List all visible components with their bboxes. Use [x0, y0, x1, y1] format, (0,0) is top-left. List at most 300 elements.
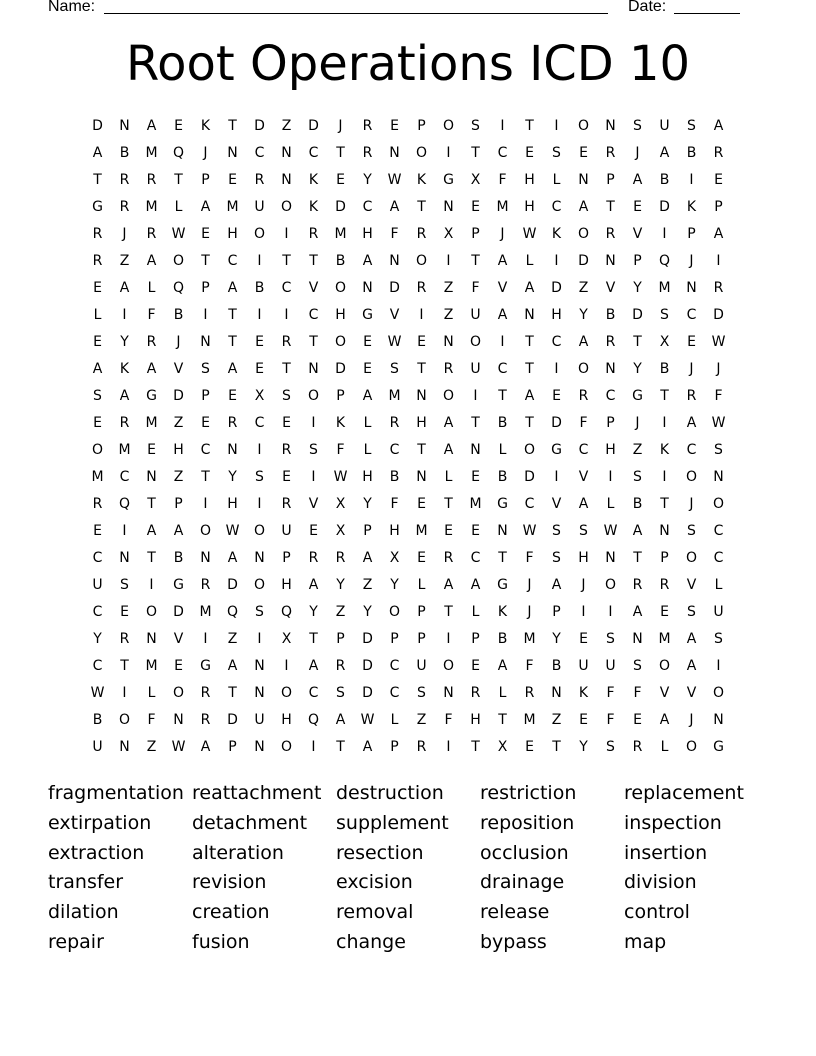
grid-letter[interactable]: D: [362, 684, 373, 701]
grid-letter[interactable]: I: [716, 252, 721, 269]
grid-letter[interactable]: A: [632, 603, 643, 620]
grid-letter[interactable]: B: [632, 495, 643, 512]
grid-letter[interactable]: J: [527, 603, 532, 620]
grid-letter[interactable]: Y: [633, 279, 642, 296]
grid-letter[interactable]: R: [335, 549, 346, 566]
grid-letter[interactable]: C: [389, 657, 400, 674]
grid-letter[interactable]: I: [122, 306, 127, 323]
grid-letter[interactable]: P: [687, 225, 696, 242]
grid-letter[interactable]: M: [658, 279, 671, 296]
grid-letter[interactable]: F: [606, 711, 615, 728]
grid-letter[interactable]: Y: [309, 603, 318, 620]
grid-letter[interactable]: S: [255, 603, 264, 620]
grid-letter[interactable]: O: [577, 360, 590, 377]
grid-letter[interactable]: S: [336, 684, 345, 701]
grid-letter[interactable]: V: [173, 360, 184, 377]
grid-letter[interactable]: T: [633, 549, 642, 566]
grid-letter[interactable]: N: [443, 684, 454, 701]
grid-letter[interactable]: C: [92, 549, 103, 566]
grid-letter[interactable]: A: [686, 414, 697, 431]
grid-letter[interactable]: J: [689, 360, 694, 377]
grid-letter[interactable]: Y: [390, 576, 399, 593]
grid-letter[interactable]: S: [390, 360, 399, 377]
grid-letter[interactable]: Y: [336, 576, 345, 593]
grid-letter[interactable]: U: [470, 306, 481, 323]
grid-letter[interactable]: O: [280, 198, 293, 215]
grid-letter[interactable]: O: [523, 441, 536, 458]
grid-letter[interactable]: T: [147, 549, 156, 566]
grid-letter[interactable]: S: [714, 630, 723, 647]
grid-letter[interactable]: L: [363, 441, 372, 458]
grid-letter[interactable]: K: [686, 198, 697, 215]
grid-letter[interactable]: E: [471, 468, 480, 485]
grid-letter[interactable]: P: [201, 279, 210, 296]
grid-letter[interactable]: I: [554, 360, 559, 377]
grid-letter[interactable]: E: [282, 414, 291, 431]
grid-letter[interactable]: G: [713, 738, 724, 755]
grid-letter[interactable]: C: [92, 603, 103, 620]
grid-letter[interactable]: A: [362, 549, 373, 566]
grid-letter[interactable]: X: [443, 225, 454, 242]
grid-letter[interactable]: T: [525, 117, 534, 134]
grid-letter[interactable]: Q: [307, 711, 320, 728]
grid-letter[interactable]: I: [149, 576, 154, 593]
grid-letter[interactable]: L: [363, 414, 372, 431]
grid-letter[interactable]: B: [497, 630, 508, 647]
grid-letter[interactable]: G: [200, 657, 211, 674]
grid-letter[interactable]: O: [685, 549, 698, 566]
grid-letter[interactable]: E: [255, 360, 264, 377]
grid-letter[interactable]: M: [496, 198, 509, 215]
grid-letter[interactable]: O: [712, 684, 725, 701]
grid-letter[interactable]: R: [524, 684, 535, 701]
grid-letter[interactable]: R: [659, 576, 670, 593]
grid-letter[interactable]: C: [551, 333, 562, 350]
grid-letter[interactable]: K: [551, 225, 562, 242]
grid-letter[interactable]: O: [415, 144, 428, 161]
grid-letter[interactable]: J: [338, 117, 343, 134]
grid-letter[interactable]: D: [92, 117, 103, 134]
grid-letter[interactable]: C: [497, 144, 508, 161]
grid-letter[interactable]: E: [390, 117, 399, 134]
grid-letter[interactable]: F: [525, 657, 534, 674]
grid-letter[interactable]: A: [146, 360, 157, 377]
grid-letter[interactable]: F: [471, 279, 480, 296]
grid-letter[interactable]: N: [524, 306, 535, 323]
grid-letter[interactable]: C: [389, 684, 400, 701]
grid-letter[interactable]: R: [119, 414, 130, 431]
grid-letter[interactable]: P: [417, 117, 426, 134]
grid-letter[interactable]: T: [228, 684, 237, 701]
grid-letter[interactable]: E: [633, 711, 642, 728]
grid-letter[interactable]: T: [552, 738, 561, 755]
grid-letter[interactable]: G: [443, 171, 454, 188]
grid-letter[interactable]: T: [633, 333, 642, 350]
grid-letter[interactable]: O: [280, 738, 293, 755]
grid-letter[interactable]: U: [578, 657, 589, 674]
grid-letter[interactable]: D: [659, 198, 670, 215]
name-blank-line[interactable]: [104, 13, 608, 14]
grid-letter[interactable]: R: [362, 117, 373, 134]
grid-letter[interactable]: O: [469, 333, 482, 350]
grid-letter[interactable]: C: [470, 549, 481, 566]
grid-letter[interactable]: N: [254, 657, 265, 674]
grid-letter[interactable]: R: [308, 549, 319, 566]
grid-letter[interactable]: D: [335, 198, 346, 215]
grid-letter[interactable]: A: [308, 657, 319, 674]
grid-letter[interactable]: N: [605, 360, 616, 377]
grid-letter[interactable]: U: [92, 576, 103, 593]
grid-letter[interactable]: H: [362, 225, 373, 242]
grid-letter[interactable]: T: [201, 252, 210, 269]
grid-letter[interactable]: R: [632, 738, 643, 755]
grid-letter[interactable]: L: [174, 198, 183, 215]
grid-letter[interactable]: I: [419, 306, 424, 323]
grid-letter[interactable]: W: [603, 522, 618, 539]
grid-letter[interactable]: A: [389, 198, 400, 215]
grid-letter[interactable]: P: [363, 522, 372, 539]
grid-letter[interactable]: N: [227, 441, 238, 458]
date-blank-line[interactable]: [674, 13, 740, 14]
grid-letter[interactable]: S: [552, 522, 561, 539]
grid-letter[interactable]: C: [308, 684, 319, 701]
grid-letter[interactable]: N: [389, 252, 400, 269]
grid-letter[interactable]: N: [713, 468, 724, 485]
grid-letter[interactable]: J: [527, 576, 532, 593]
grid-letter[interactable]: A: [443, 576, 454, 593]
grid-letter[interactable]: A: [443, 441, 454, 458]
grid-letter[interactable]: R: [281, 441, 292, 458]
grid-letter[interactable]: X: [389, 549, 400, 566]
grid-letter[interactable]: I: [257, 630, 262, 647]
grid-letter[interactable]: M: [523, 711, 536, 728]
grid-letter[interactable]: I: [689, 171, 694, 188]
grid-letter[interactable]: G: [551, 441, 562, 458]
grid-letter[interactable]: J: [635, 414, 640, 431]
grid-letter[interactable]: R: [146, 225, 157, 242]
grid-letter[interactable]: O: [145, 603, 158, 620]
grid-letter[interactable]: R: [146, 333, 157, 350]
grid-letter[interactable]: C: [281, 279, 292, 296]
grid-letter[interactable]: E: [444, 522, 453, 539]
grid-letter[interactable]: F: [336, 441, 345, 458]
grid-letter[interactable]: M: [658, 630, 671, 647]
grid-letter[interactable]: H: [335, 306, 346, 323]
grid-letter[interactable]: J: [689, 252, 694, 269]
grid-letter[interactable]: F: [714, 387, 723, 404]
grid-letter[interactable]: X: [659, 333, 670, 350]
grid-letter[interactable]: P: [201, 387, 210, 404]
grid-letter[interactable]: A: [578, 495, 589, 512]
grid-letter[interactable]: O: [253, 225, 266, 242]
grid-letter[interactable]: K: [416, 171, 427, 188]
grid-letter[interactable]: U: [254, 198, 265, 215]
grid-letter[interactable]: A: [713, 225, 724, 242]
grid-letter[interactable]: I: [446, 144, 451, 161]
grid-letter[interactable]: R: [119, 171, 130, 188]
grid-letter[interactable]: I: [122, 522, 127, 539]
grid-letter[interactable]: D: [173, 603, 184, 620]
grid-letter[interactable]: A: [362, 252, 373, 269]
grid-letter[interactable]: R: [200, 711, 211, 728]
grid-letter[interactable]: K: [200, 117, 211, 134]
grid-letter[interactable]: D: [578, 252, 589, 269]
grid-letter[interactable]: O: [658, 657, 671, 674]
grid-letter[interactable]: A: [227, 657, 238, 674]
grid-letter[interactable]: F: [147, 306, 156, 323]
grid-letter[interactable]: C: [362, 198, 373, 215]
grid-letter[interactable]: P: [174, 495, 183, 512]
grid-letter[interactable]: I: [257, 306, 262, 323]
grid-letter[interactable]: I: [662, 225, 667, 242]
grid-letter[interactable]: I: [122, 684, 127, 701]
grid-letter[interactable]: D: [524, 468, 535, 485]
grid-letter[interactable]: U: [254, 711, 265, 728]
grid-letter[interactable]: S: [201, 360, 210, 377]
grid-letter[interactable]: R: [281, 495, 292, 512]
grid-letter[interactable]: C: [686, 441, 697, 458]
grid-letter[interactable]: J: [176, 333, 181, 350]
grid-letter[interactable]: C: [713, 549, 724, 566]
grid-letter[interactable]: W: [387, 171, 402, 188]
grid-letter[interactable]: W: [90, 684, 105, 701]
grid-letter[interactable]: B: [173, 306, 184, 323]
grid-letter[interactable]: O: [388, 603, 401, 620]
grid-letter[interactable]: E: [471, 198, 480, 215]
grid-letter[interactable]: I: [284, 225, 289, 242]
grid-letter[interactable]: A: [173, 522, 184, 539]
grid-letter[interactable]: I: [257, 441, 262, 458]
grid-letter[interactable]: A: [551, 576, 562, 593]
grid-letter[interactable]: G: [497, 576, 508, 593]
grid-letter[interactable]: Y: [120, 333, 129, 350]
grid-letter[interactable]: Z: [362, 576, 373, 593]
grid-letter[interactable]: A: [119, 387, 130, 404]
grid-letter[interactable]: R: [227, 414, 238, 431]
grid-letter[interactable]: S: [93, 387, 102, 404]
grid-letter[interactable]: M: [118, 441, 131, 458]
grid-letter[interactable]: A: [146, 252, 157, 269]
grid-letter[interactable]: T: [471, 414, 480, 431]
grid-letter[interactable]: I: [446, 738, 451, 755]
grid-letter[interactable]: B: [389, 468, 400, 485]
grid-letter[interactable]: T: [282, 252, 291, 269]
grid-letter[interactable]: O: [253, 576, 266, 593]
grid-letter[interactable]: N: [632, 630, 643, 647]
grid-letter[interactable]: R: [470, 684, 481, 701]
grid-letter[interactable]: I: [716, 657, 721, 674]
grid-letter[interactable]: T: [336, 738, 345, 755]
grid-letter[interactable]: F: [444, 711, 453, 728]
grid-letter[interactable]: M: [415, 522, 428, 539]
grid-letter[interactable]: B: [659, 360, 670, 377]
grid-letter[interactable]: P: [417, 603, 426, 620]
grid-letter[interactable]: E: [174, 117, 183, 134]
grid-letter[interactable]: A: [578, 333, 589, 350]
grid-letter[interactable]: G: [173, 576, 184, 593]
grid-letter[interactable]: O: [442, 117, 455, 134]
grid-letter[interactable]: T: [93, 171, 102, 188]
grid-letter[interactable]: E: [417, 495, 426, 512]
grid-letter[interactable]: D: [227, 711, 238, 728]
grid-letter[interactable]: T: [147, 495, 156, 512]
grid-letter[interactable]: E: [147, 441, 156, 458]
grid-letter[interactable]: E: [579, 711, 588, 728]
grid-letter[interactable]: E: [714, 171, 723, 188]
grid-letter[interactable]: N: [173, 711, 184, 728]
grid-letter[interactable]: Z: [227, 630, 238, 647]
grid-letter[interactable]: F: [633, 684, 642, 701]
grid-letter[interactable]: W: [171, 738, 186, 755]
grid-letter[interactable]: O: [442, 657, 455, 674]
grid-letter[interactable]: U: [281, 522, 292, 539]
grid-letter[interactable]: S: [714, 441, 723, 458]
grid-letter[interactable]: E: [93, 333, 102, 350]
grid-letter[interactable]: M: [469, 495, 482, 512]
grid-letter[interactable]: Q: [172, 279, 185, 296]
grid-letter[interactable]: T: [417, 198, 426, 215]
grid-letter[interactable]: R: [200, 576, 211, 593]
grid-letter[interactable]: V: [686, 684, 697, 701]
grid-letter[interactable]: E: [579, 630, 588, 647]
grid-letter[interactable]: A: [200, 198, 211, 215]
grid-letter[interactable]: W: [711, 333, 726, 350]
grid-letter[interactable]: A: [686, 657, 697, 674]
grid-letter[interactable]: L: [147, 279, 156, 296]
grid-letter[interactable]: K: [497, 603, 508, 620]
grid-letter[interactable]: I: [554, 117, 559, 134]
grid-letter[interactable]: Y: [363, 495, 372, 512]
grid-letter[interactable]: T: [201, 468, 210, 485]
grid-letter[interactable]: S: [606, 738, 615, 755]
grid-letter[interactable]: L: [714, 576, 723, 593]
grid-letter[interactable]: R: [281, 333, 292, 350]
grid-letter[interactable]: D: [632, 306, 643, 323]
grid-letter[interactable]: I: [554, 468, 559, 485]
grid-letter[interactable]: N: [659, 522, 670, 539]
grid-letter[interactable]: E: [228, 387, 237, 404]
grid-letter[interactable]: F: [498, 171, 507, 188]
grid-letter[interactable]: G: [497, 495, 508, 512]
grid-letter[interactable]: O: [199, 522, 212, 539]
grid-letter[interactable]: N: [470, 441, 481, 458]
grid-letter[interactable]: M: [145, 144, 158, 161]
grid-letter[interactable]: O: [577, 225, 590, 242]
grid-letter[interactable]: X: [335, 522, 346, 539]
grid-letter[interactable]: L: [444, 468, 453, 485]
grid-letter[interactable]: D: [308, 117, 319, 134]
grid-letter[interactable]: I: [203, 630, 208, 647]
grid-letter[interactable]: R: [443, 360, 454, 377]
grid-letter[interactable]: H: [281, 711, 292, 728]
grid-letter[interactable]: A: [578, 198, 589, 215]
grid-letter[interactable]: I: [662, 468, 667, 485]
grid-letter[interactable]: N: [146, 468, 157, 485]
grid-letter[interactable]: T: [282, 360, 291, 377]
grid-letter[interactable]: C: [227, 252, 238, 269]
grid-letter[interactable]: S: [552, 144, 561, 161]
grid-letter[interactable]: N: [605, 117, 616, 134]
grid-letter[interactable]: Z: [632, 441, 643, 458]
grid-letter[interactable]: R: [605, 333, 616, 350]
grid-letter[interactable]: P: [336, 387, 345, 404]
grid-letter[interactable]: L: [390, 711, 399, 728]
grid-letter[interactable]: C: [92, 657, 103, 674]
grid-letter[interactable]: P: [606, 414, 615, 431]
grid-letter[interactable]: D: [335, 360, 346, 377]
grid-letter[interactable]: R: [416, 279, 427, 296]
grid-letter[interactable]: A: [497, 657, 508, 674]
grid-letter[interactable]: N: [551, 684, 562, 701]
grid-letter[interactable]: V: [173, 630, 184, 647]
grid-letter[interactable]: H: [362, 468, 373, 485]
grid-letter[interactable]: R: [605, 225, 616, 242]
grid-letter[interactable]: B: [335, 252, 346, 269]
grid-letter[interactable]: I: [311, 738, 316, 755]
grid-letter[interactable]: Z: [551, 711, 562, 728]
grid-letter[interactable]: W: [522, 225, 537, 242]
grid-letter[interactable]: I: [608, 603, 613, 620]
grid-letter[interactable]: O: [253, 522, 266, 539]
grid-letter[interactable]: R: [92, 252, 103, 269]
grid-letter[interactable]: P: [660, 549, 669, 566]
grid-letter[interactable]: N: [200, 333, 211, 350]
grid-letter[interactable]: D: [173, 387, 184, 404]
grid-letter[interactable]: K: [308, 171, 319, 188]
grid-letter[interactable]: E: [255, 333, 264, 350]
grid-letter[interactable]: O: [91, 441, 104, 458]
grid-letter[interactable]: R: [389, 414, 400, 431]
grid-letter[interactable]: H: [227, 495, 238, 512]
grid-letter[interactable]: N: [389, 144, 400, 161]
grid-letter[interactable]: A: [632, 171, 643, 188]
grid-letter[interactable]: J: [689, 711, 694, 728]
grid-letter[interactable]: Y: [228, 468, 237, 485]
grid-letter[interactable]: V: [551, 495, 562, 512]
grid-letter[interactable]: I: [554, 252, 559, 269]
grid-letter[interactable]: R: [416, 225, 427, 242]
grid-letter[interactable]: G: [362, 306, 373, 323]
grid-letter[interactable]: T: [471, 252, 480, 269]
grid-letter[interactable]: B: [119, 144, 130, 161]
grid-letter[interactable]: N: [281, 171, 292, 188]
grid-letter[interactable]: N: [119, 738, 130, 755]
grid-letter[interactable]: L: [525, 252, 534, 269]
grid-letter[interactable]: N: [497, 522, 508, 539]
grid-letter[interactable]: P: [552, 603, 561, 620]
grid-letter[interactable]: T: [498, 549, 507, 566]
grid-letter[interactable]: N: [362, 279, 373, 296]
grid-letter[interactable]: N: [200, 549, 211, 566]
grid-letter[interactable]: E: [336, 171, 345, 188]
grid-letter[interactable]: Z: [146, 738, 157, 755]
grid-letter[interactable]: F: [147, 711, 156, 728]
grid-letter[interactable]: O: [685, 738, 698, 755]
grid-letter[interactable]: A: [146, 522, 157, 539]
grid-letter[interactable]: D: [551, 279, 562, 296]
grid-letter[interactable]: P: [714, 198, 723, 215]
grid-letter[interactable]: O: [442, 387, 455, 404]
grid-letter[interactable]: T: [417, 360, 426, 377]
grid-letter[interactable]: Z: [416, 711, 427, 728]
grid-letter[interactable]: F: [579, 414, 588, 431]
grid-letter[interactable]: C: [686, 306, 697, 323]
grid-letter[interactable]: V: [632, 225, 643, 242]
grid-letter[interactable]: J: [122, 225, 127, 242]
grid-letter[interactable]: A: [497, 306, 508, 323]
grid-letter[interactable]: O: [604, 576, 617, 593]
grid-letter[interactable]: C: [497, 360, 508, 377]
